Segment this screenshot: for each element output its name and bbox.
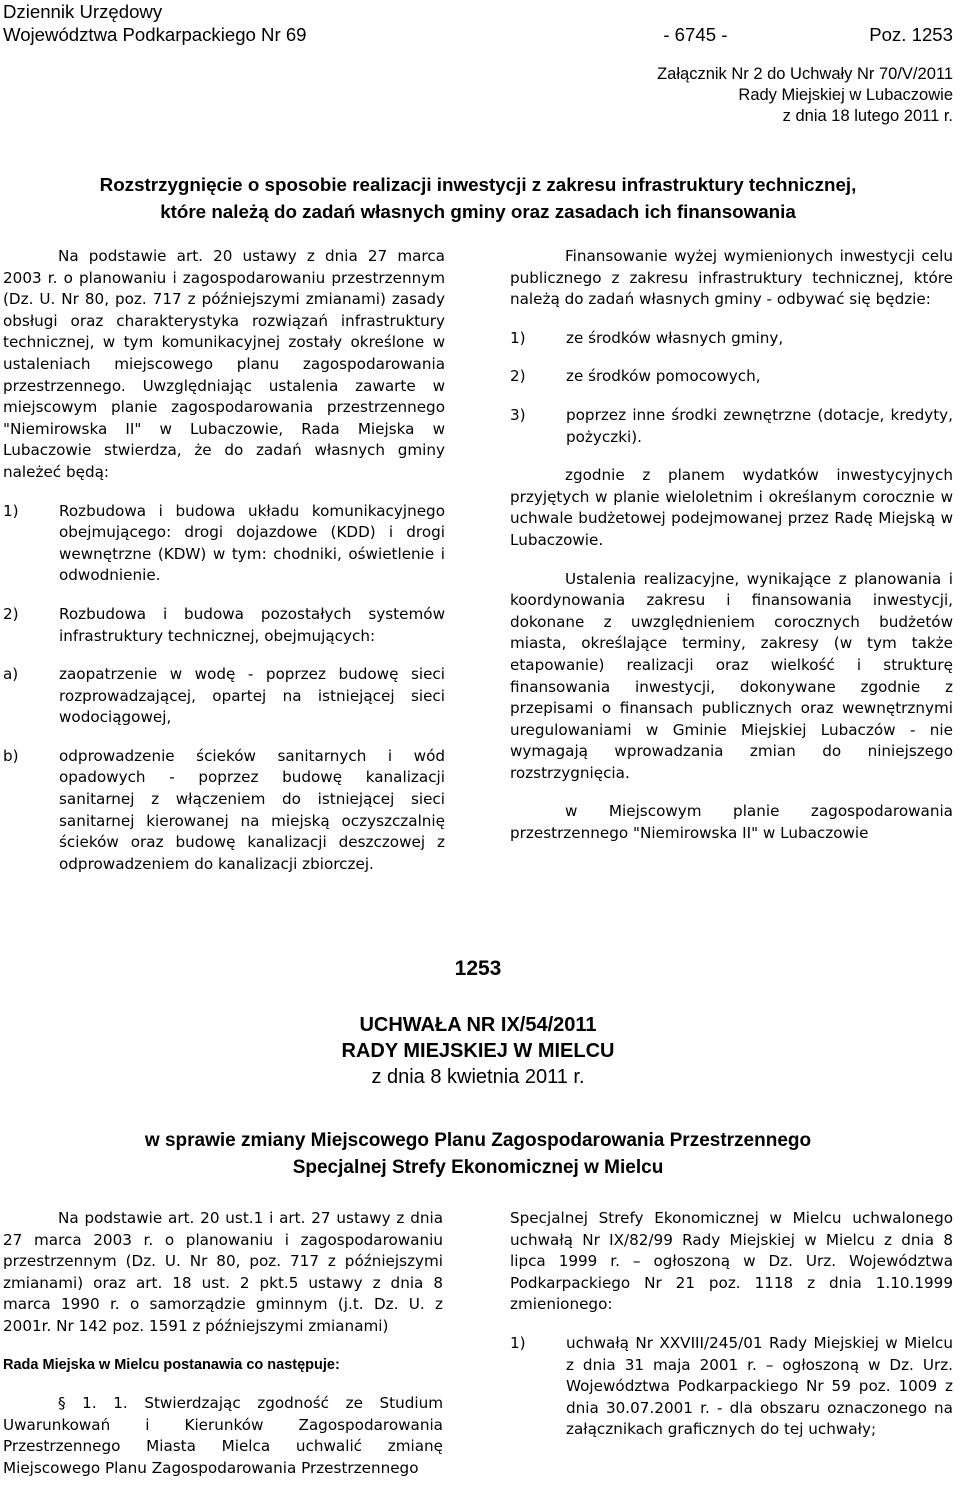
list-item: 1) ze środków własnych gminy, (510, 328, 784, 347)
annex-line-3: z dnia 18 lutego 2011 r. (782, 107, 953, 125)
list-item: a) zaopatrzenie w wodę - poprzez budowę sieci rozprowadzającej, opartej na istniejącej sieci wodociągowej, (3, 665, 445, 727)
bottom-right-column (510, 1208, 953, 1441)
right-paragraph-2: Ustalenia realizacyjne, wynikające z planowania i koordynowania zakresu i finansowania inwestycji, dokonane z uwzględnieniem corocznych budżetów miasta, określające terminy, zakresy (w tym także etapowanie) realizacji oraz wielkość i strukturę finansowania inwestycji, dokonywane zgodnie z przepisami o finansach publicznych oraz wewnętrznymi uregulowaniami w Gminie Miejskiej Lubaczów - nie wymagają wprowadzania zmian do niniejszego rozstrzygnięcia. (510, 569, 953, 782)
position-number: Poz. 1253 (869, 24, 953, 45)
page-header (3, 0, 953, 46)
journal-title: Dziennik Urzędowy (3, 1, 163, 22)
annex-reference (657, 64, 953, 127)
annex-line-1: Załącznik Nr 2 do Uchwały Nr 70/V/2011 (657, 65, 953, 83)
act-title-line-2: RADY MIEJSKIEJ W MIELCU (341, 1040, 615, 1062)
section-1: § 1. 1. Stwierdzając zgodność ze Studium Uwarunkowań i Kierunków Zagospodarowania Przestrzennego Miasta Mielca uchwalić zmianę Miejscowego Planu Zagospodarowania Przestrzennego (3, 1394, 443, 1477)
list-item: b) odprowadzenie ścieków sanitarnych i wód opadowych - poprzez budowę kanalizacji sanitarnej z włączeniem do istniejącej sieci sanitarnej kierowanej na miejską oczyszczalnię ścieków oraz budowę kanalizacji deszczowej z odprowadzeniem do kanalizacji zbiorczej. (3, 746, 445, 873)
list-item: 2) Rozbudowa i budowa pozostałych systemów infrastruktury technicznej, obejmujących: (3, 604, 445, 645)
act-subject-line-1: w sprawie zmiany Miejscowego Planu Zagospodarowania Przestrzennego (144, 1130, 812, 1151)
act-subject (3, 1127, 953, 1181)
resolution-title (3, 171, 953, 225)
list-item: 2) ze środków pomocowych, (510, 367, 761, 386)
resolution-title-line-1: Rozstrzygnięcie o sposobie realizacji inwestycji z zakresu infrastruktury technicznej, (99, 174, 857, 195)
list-item: 3) poprzez inne środki zewnętrzne (dotacje, kredyty, pożyczki). (510, 405, 953, 446)
resolution-title-line-2: które należą do zadań własnych gminy oraz zasadach ich finansowania (160, 201, 796, 222)
list-item: 1) uchwałą Nr XXVIII/245/01 Rady Miejskiej w Mielcu z dnia 31 maja 2001 r. – ogłoszoną w Dz. Urz. Województwa Podkarpackiego Nr 59 poz. 1009 z dnia 30.07.2001 r. - dla obszaru oznaczonego na załącznikach graficznych do tej uchwały; (510, 1333, 953, 1439)
bottom-left-intro: Na podstawie art. 20 ust.1 i art. 27 ustawy z dnia 27 marca 2003 r. o planowaniu i zagospodarowaniu przestrzennym (Dz. U. Nr 80, poz. 717 z późniejszymi zmianami) oraz art. 18 ust. 2 pkt.5 ustawy z dnia 8 marca 1990 r. o samorządzie gminnym (j.t. Dz. U. z 2001r. Nr 142 poz. 1591 z późniejszymi zmianami) (3, 1209, 443, 1335)
act-date: z dnia 8 kwietnia 2011 r. (371, 1066, 585, 1088)
list-item: 1) Rozbudowa i budowa układu komunikacyjnego obejmującego: drogi dojazdowe (KDD) i drogi wewnętrzne (KDW) w tym: chodniki, oświetlenie i odwodnienie. (3, 501, 445, 585)
left-column (3, 246, 445, 875)
page-number: - 6745 - (663, 24, 728, 45)
left-intro: Na podstawie art. 20 ustawy z dnia 27 marca 2003 r. o planowaniu i zagospodarowaniu przestrzennym (Dz. U. Nr 80, poz. 717 z późniejszymi zmianami) zasady obsługi oraz charakterystyka rozwiązań infrastruktury technicznej, w tym komunikacyjnej zostały określone w ustaleniach miejscowego planu zagospodarowania przestrzennego. Uwzględniając ustalenia zawarte w miejscowym planie zagospodarowania przestrzennego "Niemirowska II" w Lubaczowie, Rada Miejska w Lubaczowie stwierdza, że do zadań własnych gminy należeć będą: (3, 247, 445, 481)
journal-voivodeship: Województwa Podkarpackiego Nr 69 (3, 24, 307, 45)
right-paragraph-3: w Miejscowym planie zagospodarowania przestrzennego "Niemirowska II" w Lubaczowie (510, 802, 953, 843)
act-number: 1253 (454, 957, 502, 980)
bottom-right-intro: Specjalnej Strefy Ekonomicznej w Mielcu uchwalonego uchwałą Nr IX/82/99 Rady Miejskiej w Mielcu z dnia 8 lipca 1999 r. – ogłoszoną w Dz. Urz. Województwa Podkarpackiego Nr 21 poz. 1118 z dnia 1.10.1999 zmienionego: (510, 1209, 953, 1314)
act-subject-line-2: Specjalnej Strefy Ekonomicznej w Mielcu (292, 1157, 664, 1178)
annex-line-2: Rady Miejskiej w Lubaczowie (738, 86, 953, 104)
right-intro: Finansowanie wyżej wymienionych inwestycji celu publicznego z zakresu infrastruktury technicznej, które należą do zadań własnych gminy - odbywać się będzie: (510, 247, 953, 309)
act-heading (3, 1012, 953, 1090)
right-column (510, 246, 953, 845)
act-title-line-1: UCHWAŁA NR IX/54/2011 (359, 1014, 597, 1036)
resolves-statement: Rada Miejska w Mielcu postanawia co następuje: (3, 1356, 340, 1373)
bottom-left-column (3, 1208, 443, 1480)
right-paragraph-1: zgodnie z planem wydatków inwestycyjnych przyjętych w planie wieloletnim i określanym corocznie w uchwale budżetowej podejmowanej przez Radę Miejską w Lubaczowie. (510, 466, 953, 549)
